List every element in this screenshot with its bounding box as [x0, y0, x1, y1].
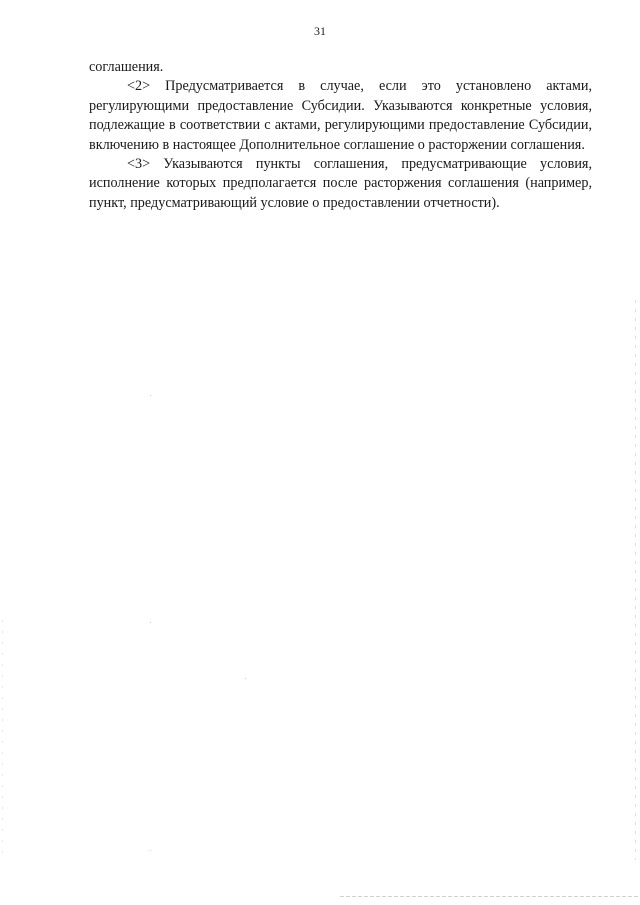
footnote-3: <3> Указываются пункты соглашения, предусматривающие условия, исполнение которых предполагается после расторжения соглашения (например, пункт, предусматривающий условие о предоставлении отчетности).: [89, 156, 592, 211]
scan-speck: [245, 678, 246, 679]
scan-edge-artifact-right: [635, 300, 636, 860]
footnote-2: <2> Предусматривается в случае, если это установлено актами, регулирующими предоставление Субсидии. Указываются конкретные условия, подлежащие в соответствии с актами, регулирующими предоставление Субсидии, включению в настоящее Дополнительное соглашение о расторжении соглашения.: [89, 78, 592, 153]
scan-speck: [150, 395, 151, 396]
scan-speck: [150, 850, 151, 851]
document-body: [89, 58, 592, 213]
scan-speck: [150, 622, 151, 623]
page-number: 31: [314, 24, 326, 38]
paragraph-continuation: соглашения.: [89, 59, 164, 75]
scan-edge-artifact-left: [2, 620, 3, 860]
scan-edge-artifact-bottom: [340, 896, 640, 897]
